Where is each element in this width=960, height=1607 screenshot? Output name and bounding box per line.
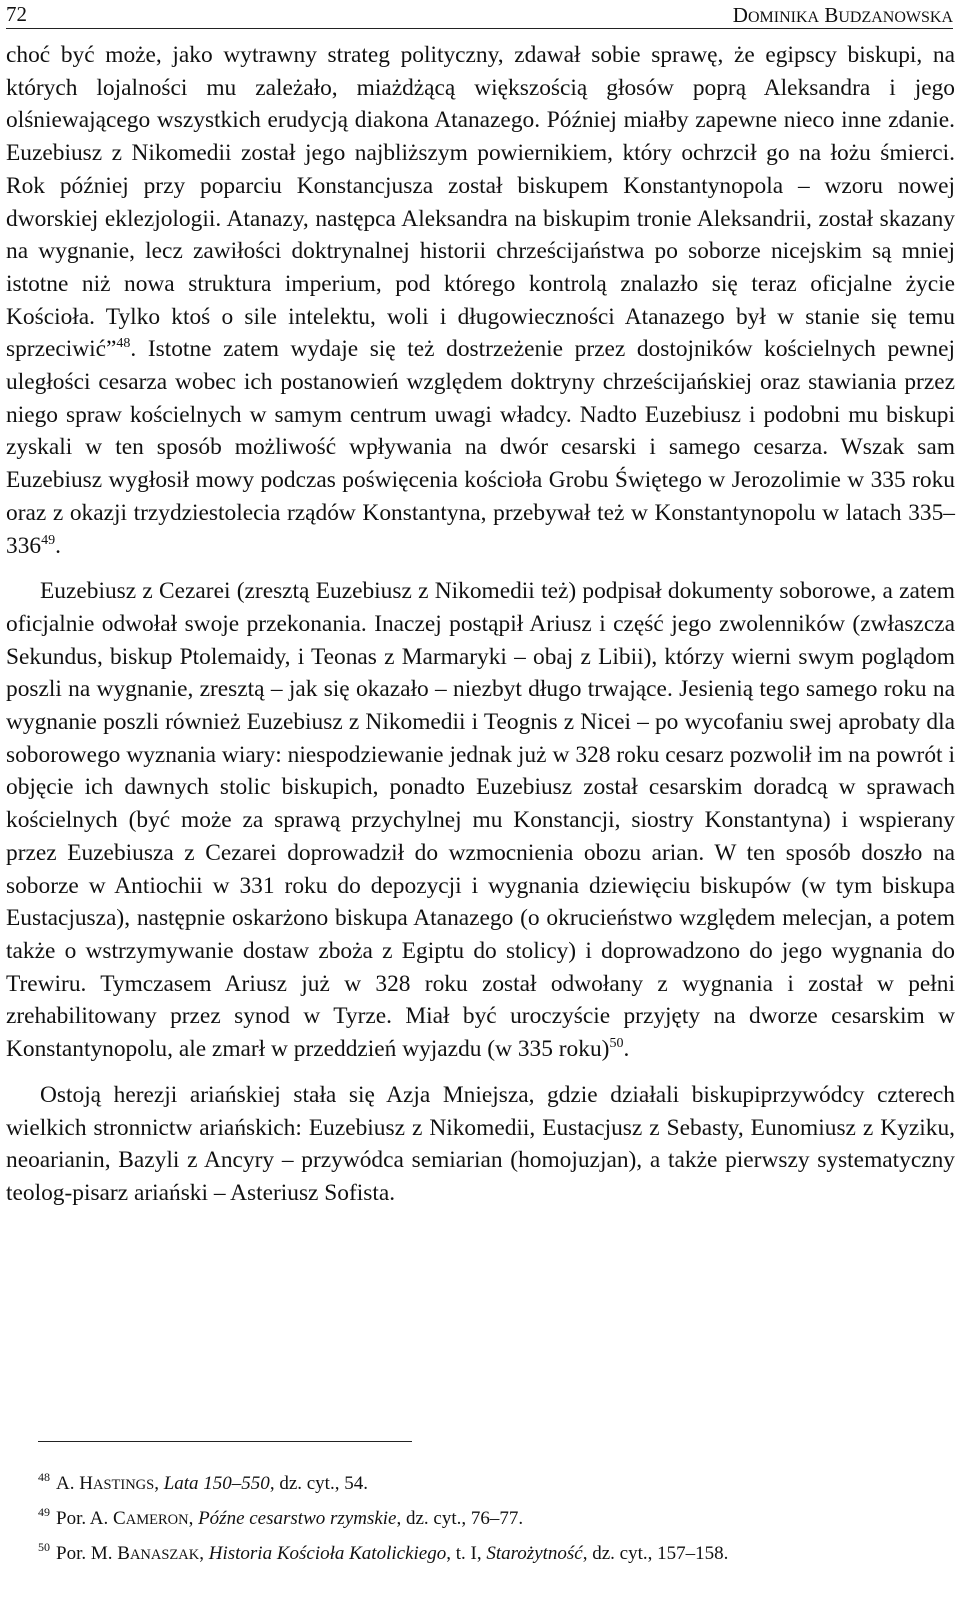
work-title: Lata 150–550: [163, 1473, 270, 1494]
footnote-number: 48: [38, 1470, 50, 1484]
running-header: [6, 0, 953, 29]
page-number: 72: [6, 2, 27, 26]
footnote-reference[interactable]: 49: [41, 532, 56, 548]
footnote-number: 49: [38, 1505, 50, 1519]
running-title-author: DOMINIKA BUDZANOWSKA: [732, 3, 953, 27]
body-text: [6, 39, 955, 1210]
footnote-reference[interactable]: 48: [116, 336, 131, 352]
footnotes: [38, 1466, 940, 1571]
footnote-48: $^{48}$ A. HASTINGS, Lata 150–550, dz. cyt., 54.: [38, 1470, 368, 1494]
work-title: Starożytność: [486, 1543, 583, 1564]
footnote-separator: [38, 1441, 412, 1442]
footnote-50: $^{50}$ Por. M. BANASZAK, Historia Kościoła Katolickiego, t. I, Starożytność, dz. cyt., 157–158.: [38, 1540, 729, 1564]
paragraph: Euzebiusz z Cezarei (zresztą Euzebiusz z Nikomedii też) podpisał dokumenty soborowe, a zatem oficjalnie odwołał swoje przekonania. Inaczej postąpił Ariusz i część jego zwolenników (zwłaszcza Sekundus, biskup Ptolemaidy, i Teonas z Marmaryki – obaj z Libii), którzy wierni swym poglądom poszli na wygnanie, zresztą – jak się okazało – niezbyt długo trwające. Jesienią tego samego roku na wygnanie poszli również Euzebiusz z Nikomedii i Teognis z Nicei – po wycofaniu swej aprobaty dla soborowego wyznania wiary: niespodziewanie jednak już w 328 roku cesarz pozwolił im na powrót i objęcie ich dawnych stolic biskupich, ponadto Euzebiusz został cesarskim doradcą w sprawach kościelnych (być może za sprawą przychylnej mu Konstancji, siostry Konstantyna) i wspierany przez Euzebiusza z Cezarei doprowadził do wzmocnienia obozu arian. W ten sposób doszło na soborze w Antiochii w 331 roku do depozycji i wygnania dziewięciu biskupów (w tym biskupa Eustacjusza), następnie oskarżono biskupa Atanazego (o okrucieństwo względem melecjan, a potem także o wstrzymywanie dostaw zboża z Egiptu do stolicy) i doprowadzono do jego wygnania do Trewiru. Tymczasem Ariusz już w 328 roku został odwołany z wygnania i został w pełni zrehabilitowany przez synod w Tyrze. Miał być uroczyście przyjęty na dworze cesarskim w Konstantynopolu, ale zmarł w przeddzień wyjazdu (w 335 roku)$^{50}$.: [6, 578, 955, 1063]
work-title: Historia Kościoła Katolickiego: [208, 1543, 447, 1564]
footnote-reference[interactable]: 50: [609, 1036, 624, 1052]
footnote-number: 50: [38, 1540, 50, 1554]
paragraph: choć być może, jako wytrawny strateg polityczny, zdawał sobie sprawę, że egipscy biskupi, na których lojalności mu zależało, miażdżącą większością głosów poprą Aleksandra i jego olśniewającego wszystkich erudycją diakona Atanazego. Później miałby zapewne nieco inne zdanie. Euzebiusz z Nikomedii został jego najbliższym powiernikiem, który ochrzcił go na łożu śmierci. Rok później przy poparciu Konstancjusza został biskupem Konstantynopola – wzoru nowej dworskiej eklezjologii. Atanazy, następca Aleksandra na biskupim tronie Aleksandrii, został skazany na wygnanie, lecz zawiłości doktrynalnej historii chrześcijaństwa po soborze nicejskim są mniej istotne niż nowa struktura imperium, pod którego kontrolą znalazło się teraz oficjalne życie Kościoła. Tylko ktoś o sile intelektu, woli i długowieczności Atanazego był w stanie się temu sprzeciwić”$^{48}$. Istotne zatem wydaje się też dostrzeżenie przez dostojników kościelnych pewnej uległości cesarza wobec ich postanowień względem doktryny chrześcijańskiej oraz stawiania przez niego spraw kościelnych w samym centrum uwagi władcy. Nadto Euzebiusz i podobni mu biskupi zyskali w ten sposób możliwość wpływania na dwór cesarski i samego cesarza. Wszak sam Euzebiusz wygłosił mowy podczas poświęcenia kościoła Grobu Świętego w Jerozolimie w 335 roku oraz z okazji trzydziestolecia rządów Konstantyna, przebywał też w Konstantynopolu w latach 335–336$^{49}$.: [6, 42, 955, 559]
footnote-49: $^{49}$ Por. A. CAMERON, Późne cesarstwo rzymskie, dz. cyt., 76–77.: [38, 1505, 524, 1529]
work-title: Późne cesarstwo rzymskie: [198, 1508, 397, 1529]
paragraph: Ostoją herezji ariańskiej stała się Azja Mniejsza, gdzie działali biskupiprzywódcy czterech wielkich stronnictw ariańskich: Euzebiusz z Nikomedii, Eustacjusz z Sebasty, Eunomiusz z Kyziku, neoarianin, Bazyli z Ancyry – przywódca semiarian (homojuzjan), a także pierwszy systematyczny teolog-pisarz ariański – Asteriusz Sofista.: [6, 1081, 955, 1206]
